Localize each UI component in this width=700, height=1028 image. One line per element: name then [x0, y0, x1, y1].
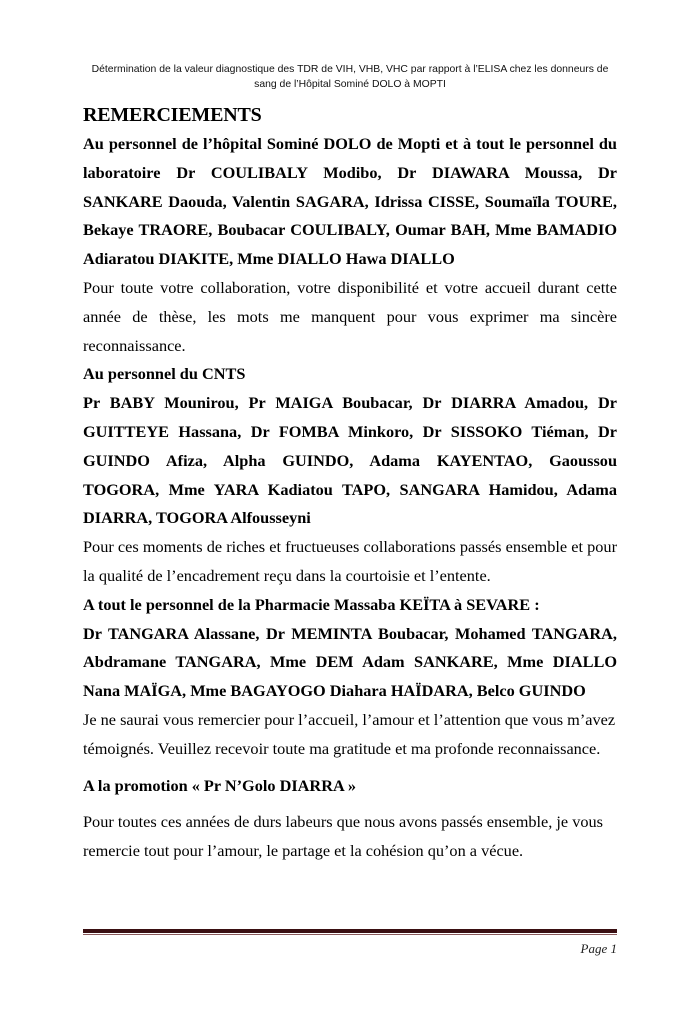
footer-divider-thin — [83, 934, 617, 935]
section-heading-pharmacy: A tout le personnel de la Pharmacie Massaba KEÏTA à SEVARE : — [83, 594, 540, 614]
running-header-line-1: Détermination de la valeur diagnostique des TDR de VIH, VHB, VHC par rapport à l’ELISA chez les donneurs de — [91, 64, 609, 75]
section-names-cnts: Pr BABY Mounirou, Pr MAIGA Boubacar, Dr DIARRA Amadou, Dr GUITTEYE Hassana, Dr FOMBA Minkoro, Dr SISSOKO Tiéman, Dr GUINDO Afiza, Alpha GUINDO, Adama KAYENTAO, Gaoussou TOGORA, Mme YARA Kadiatou TAPO, SANGARA Hamidou, Adama DIARRA, TOGORA Alfousseyni — [83, 393, 617, 528]
section-names-pharmacy: Dr TANGARA Alassane, Dr MEMINTA Boubacar, Mohamed TANGARA, Abdramane TANGARA, Mme DEM Adam SANKARE, Mme DIALLO Nana MAÏGA, Mme BAGAYOGO Diahara HAÏDARA, Belco GUINDO — [83, 623, 617, 701]
section-heading-promotion: A la promotion « Pr N’Golo DIARRA » — [83, 775, 357, 795]
footer-divider — [83, 929, 617, 936]
section-body-hospital: Pour toute votre collaboration, votre disponibilité et votre accueil durant cette année de thèse, les mots me manquent pour vous exprimer ma sincère reconnaissance. — [83, 277, 617, 355]
page-number: Page 1 — [580, 941, 617, 956]
page-title: REMERCIEMENTS — [83, 104, 262, 126]
section-body-pharmacy: Je ne saurai vous remercier pour l’accueil, l’amour et l’attention que vous m’avez témoignés. Veuillez recevoir toute ma gratitude et ma profonde reconnaissance. — [83, 709, 616, 758]
spacer — [83, 800, 617, 808]
section-heading-cnts: Au personnel du CNTS — [83, 364, 246, 384]
section-body-promotion: Pour toutes ces années de durs labeurs que nous avons passés ensemble, je vous remercie tout pour l’amour, le partage et la cohésion qu’on a vécue. — [83, 812, 603, 861]
document-body — [83, 101, 617, 866]
section-heading-hospital: Au personnel de l’hôpital Sominé DOLO de Mopti et à tout le personnel du laboratoire Dr COULIBALY Modibo, Dr DIAWARA Moussa, Dr SANKARE Daouda, Valentin SAGARA, Idrissa CISSE, Soumaïla TOURE, Bekaye TRAORE, Boubacar COULIBALY, Oumar BAH, Mme BAMADIO Adiaratou DIAKITE, Mme DIALLO Hawa DIALLO — [83, 134, 617, 269]
spacer — [83, 764, 617, 772]
running-header-line-2: sang de l’Hôpital Sominé DOLO à MOPTI — [254, 79, 446, 90]
section-body-cnts: Pour ces moments de riches et fructueuses collaborations passés ensemble et pour la qualité de l’encadrement reçu dans la courtoisie et l’entente. — [83, 537, 617, 585]
running-header — [70, 62, 630, 92]
